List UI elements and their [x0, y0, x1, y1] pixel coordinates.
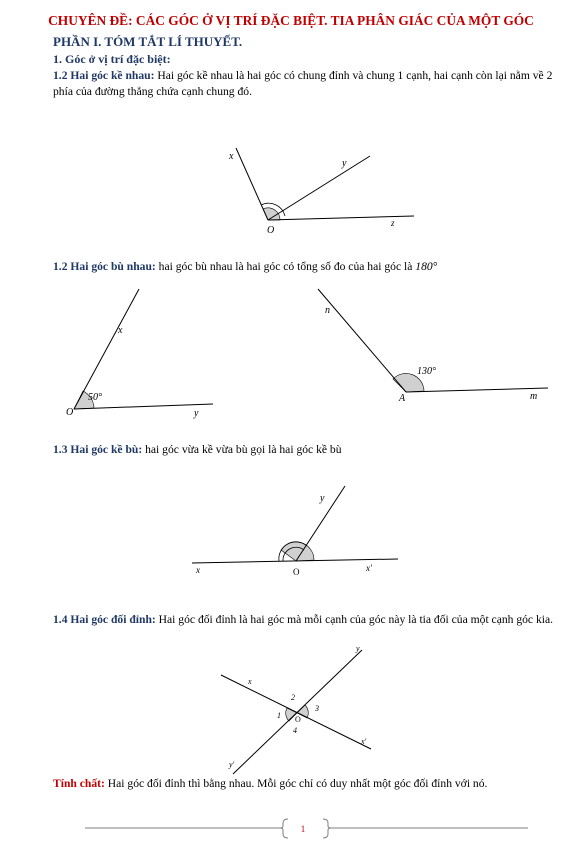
- label-o-2: O: [66, 407, 74, 418]
- label-o: O: [267, 225, 275, 236]
- label-angle-4: 4: [293, 726, 297, 735]
- footer-brace-left: [280, 819, 288, 838]
- label-angle-3: 3: [315, 704, 319, 713]
- definition-adjacent-angles: Hai góc kề nhau là hai góc có chung đỉnh và chung 1 cạnh, hai cạnh còn lại nằm về 2 phía của đường thẳng chứa cạnh chung đó.: [53, 69, 553, 98]
- figure-linear-pair: [192, 486, 398, 563]
- line-xx-4: [221, 675, 371, 749]
- term-vertical-angles: 1.4 Hai góc đối đỉnh:: [53, 613, 156, 626]
- definition-supplementary-angles: hai góc bù nhau là hai góc có tổng số đo của hai góc là: [155, 260, 416, 273]
- definition-linear-pair: hai góc vừa kề vừa bù gọi là hai góc kề bù: [142, 443, 342, 456]
- label-y-3: y: [320, 493, 325, 504]
- label-x: x: [229, 151, 234, 162]
- figure-angle-50: [74, 289, 213, 409]
- footer: [85, 819, 528, 838]
- label-yp-4: y': [229, 760, 235, 769]
- section-heading: PHẦN I. TÓM TẮT LÍ THUYẾT.: [53, 34, 243, 49]
- term-supplementary-angles: 1.2 Hai góc bù nhau:: [53, 260, 156, 273]
- property-text: Hai góc đối đỉnh thì bằng nhau. Mỗi góc chỉ có duy nhất một góc đối đỉnh với nó.: [104, 777, 488, 790]
- label-angle-2: 2: [291, 693, 295, 702]
- definition-vertical-angles: Hai góc đối đỉnh là hai góc mà mỗi cạnh của góc này là tia đối của một cạnh góc kia.: [155, 613, 554, 626]
- figure-vertical-angles: [221, 650, 371, 774]
- page-number: 1: [300, 824, 306, 834]
- label-x-4: x: [248, 677, 252, 686]
- value-180: 180°: [415, 260, 438, 273]
- footer-brace-right: [323, 819, 331, 838]
- label-xp-3: x': [366, 563, 372, 573]
- page-title: CHUYÊN ĐỀ: CÁC GÓC Ở VỊ TRÍ ĐẶC BIỆT. TIA PHÂN GIÁC CỦA MỘT GÓC: [48, 13, 534, 28]
- ray-oy: [268, 156, 370, 220]
- label-z: z: [391, 218, 395, 228]
- ray-am: [406, 388, 548, 392]
- label-m: m: [530, 391, 538, 402]
- line-yy-4: [233, 650, 362, 774]
- label-angle-130: 130°: [417, 366, 436, 377]
- term-property: Tính chất:: [53, 777, 105, 790]
- label-angle-50: 50°: [88, 392, 102, 403]
- ray-oy-2: [74, 404, 213, 409]
- ray-an: [318, 289, 406, 392]
- label-y-2: y: [194, 408, 199, 419]
- label-y: y: [342, 158, 347, 169]
- label-x-2: x: [118, 325, 123, 336]
- label-x-3: x: [196, 565, 200, 575]
- label-n: n: [325, 305, 330, 316]
- label-y-4: y: [356, 644, 360, 653]
- term-adjacent-angles: 1.2 Hai góc kề nhau:: [53, 69, 155, 82]
- ray-ox: [236, 148, 268, 220]
- label-a: A: [399, 393, 406, 404]
- figure-adjacent-angles: [236, 148, 414, 220]
- ray-ox-2: [74, 289, 139, 409]
- subsection-heading: 1. Góc ở vị trí đặc biệt:: [53, 52, 171, 66]
- label-o-3: O: [293, 567, 300, 577]
- label-xp-4: x': [361, 737, 367, 746]
- label-angle-1: 1: [277, 711, 281, 720]
- label-o-4: O: [295, 715, 301, 724]
- term-linear-pair: 1.3 Hai góc kề bù:: [53, 443, 143, 456]
